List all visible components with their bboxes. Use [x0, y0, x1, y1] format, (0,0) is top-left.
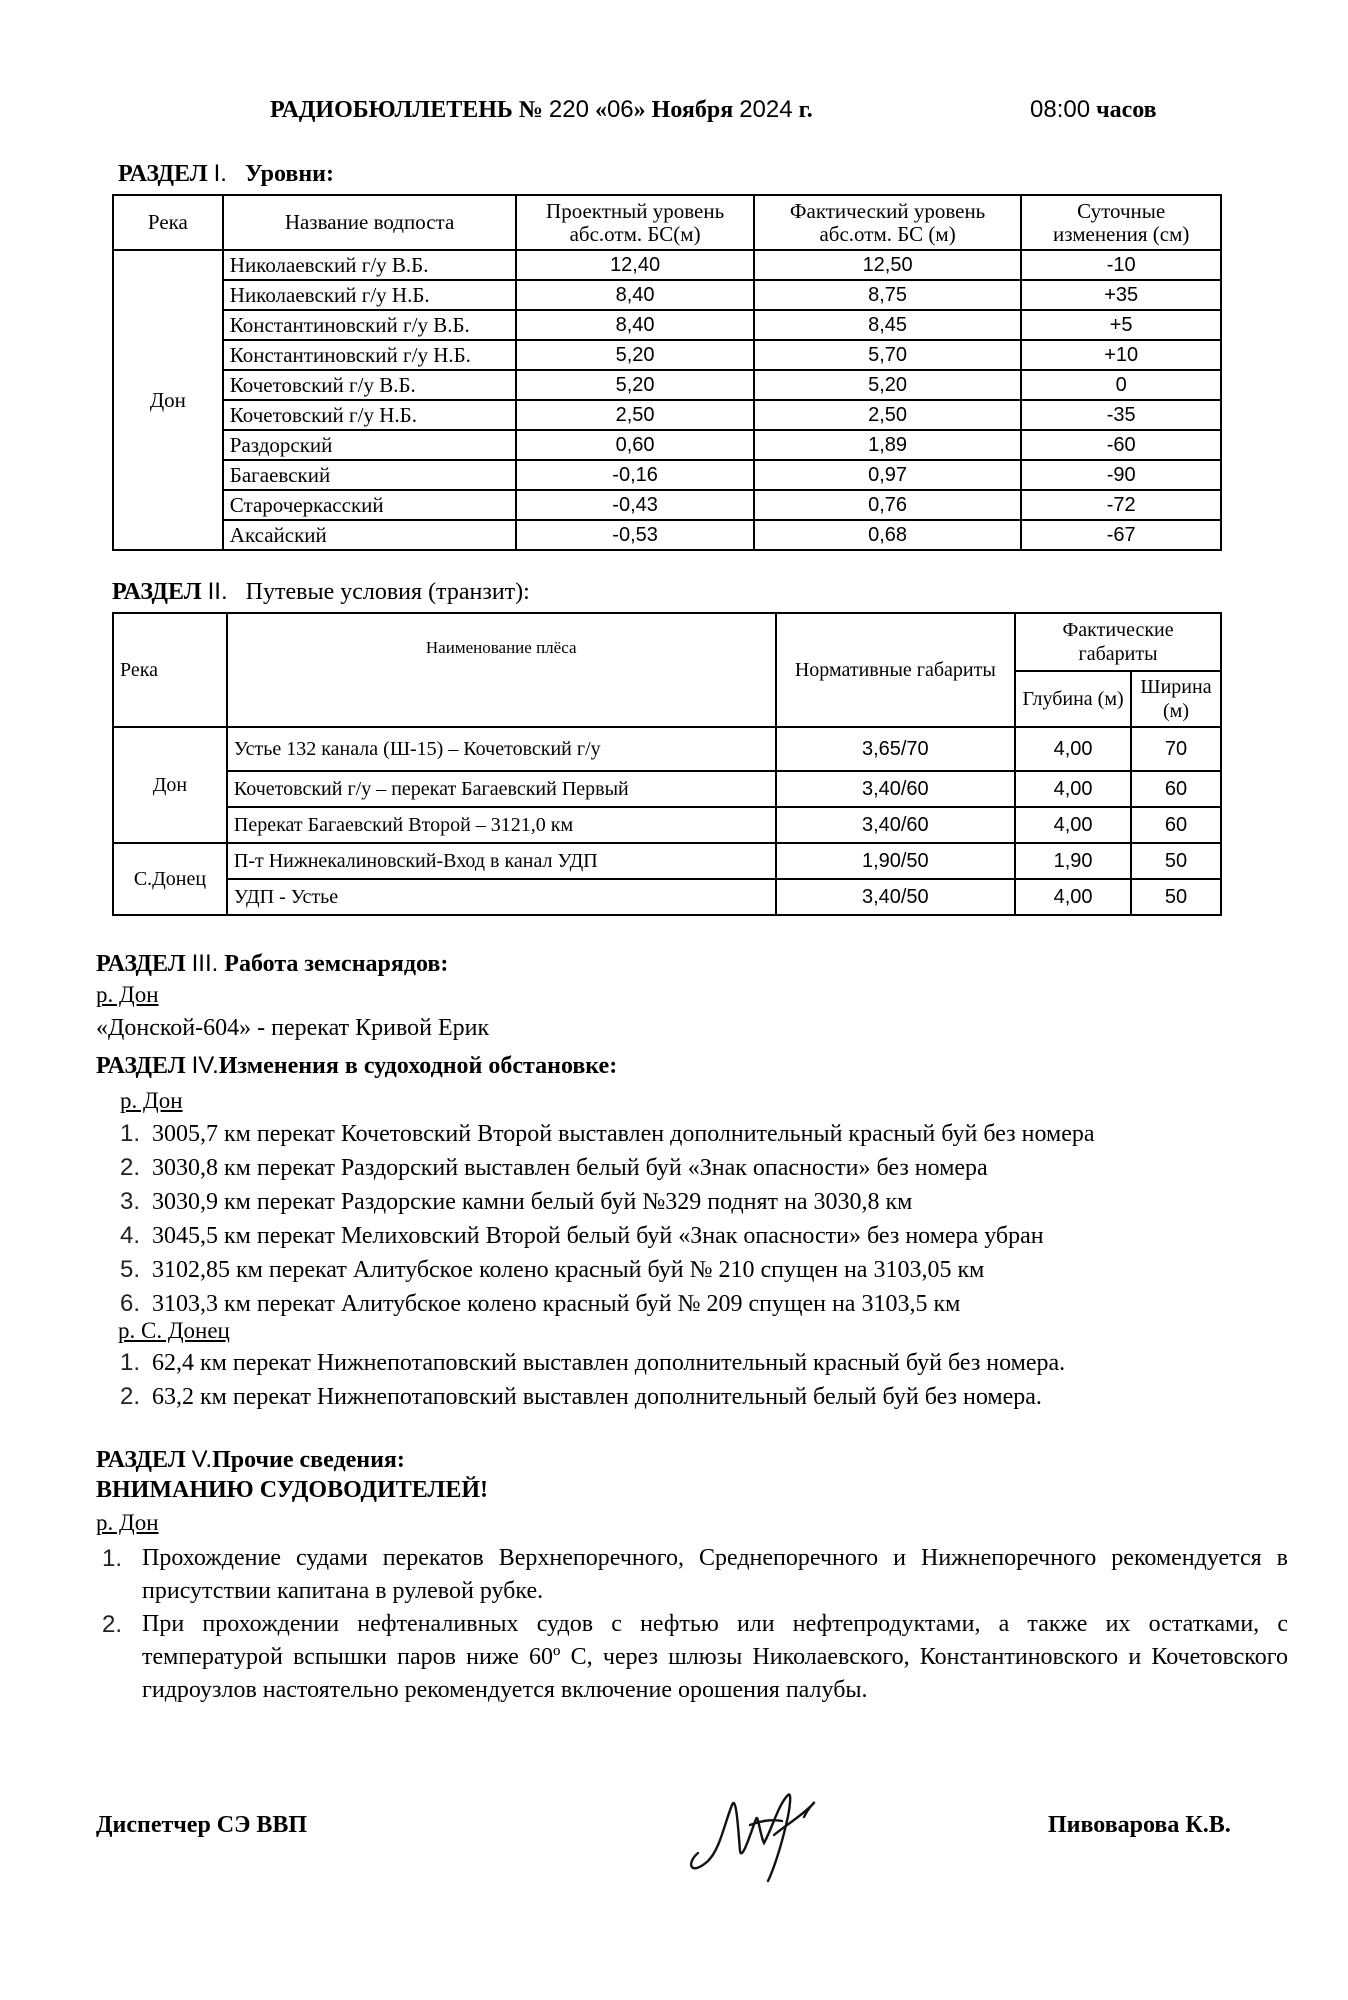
- reach-name: Перекат Багаевский Второй – 3121,0 км: [227, 807, 776, 843]
- actual-width: 50: [1131, 879, 1221, 915]
- table-row: [113, 727, 1221, 771]
- daily-change: -35: [1021, 400, 1221, 430]
- table-row: [113, 310, 1221, 340]
- actual-depth: 4,00: [1015, 807, 1131, 843]
- actual-level: 8,75: [754, 280, 1021, 310]
- section3-river: р. Дон: [96, 982, 159, 1007]
- dispatcher-position: Диспетчер СЭ ВВП: [96, 1812, 308, 1838]
- notice-paragraph: 1. Прохождение судами перекатов Верхнепоречного, Среднепоречного и Нижнепоречного рекомендуется в присутствии капитана в рулевой рубке.: [102, 1545, 1288, 1604]
- section4-river-don: р. Дон: [120, 1088, 183, 1113]
- list-item: 4. 3045,5 км перекат Мелиховский Второй белый буй «Знак опасности» без номера убран: [119, 1222, 1044, 1249]
- bulletin-title: РАДИОБЮЛЛЕТЕНЬ № 220 «06» Ноября 2024 г.: [270, 96, 813, 123]
- actual-width: 60: [1131, 771, 1221, 807]
- actual-level: 0,97: [754, 460, 1021, 490]
- normative-size: 3,65/70: [776, 727, 1016, 771]
- gauge-name: Николаевский г/у Н.Б.: [223, 280, 517, 310]
- table-row: [113, 430, 1221, 460]
- column-header: Наименование плёса: [227, 613, 776, 727]
- list-item: 1. 3005,7 км перекат Кочетовский Второй выставлен дополнительный красный буй без номера: [119, 1120, 1095, 1147]
- column-header: Фактические габариты: [1015, 613, 1221, 671]
- list-item: 2. 3030,8 км перекат Раздорский выставлен белый буй «Знак опасности» без номера: [119, 1154, 988, 1181]
- daily-change: -90: [1021, 460, 1221, 490]
- column-header: Фактический уровень абс.отм. БС (м): [754, 195, 1021, 250]
- daily-change: -67: [1021, 520, 1221, 550]
- table-header-row: [113, 195, 1221, 250]
- gauge-name: Николаевский г/у В.Б.: [223, 250, 517, 280]
- list-item: 2. 63,2 км перекат Нижнепотаповский выставлен дополнительный белый буй без номера.: [119, 1383, 1042, 1410]
- column-header: Глубина (м): [1015, 671, 1131, 727]
- dredger-info: «Донской-604» - перекат Кривой Ерик: [96, 1015, 490, 1041]
- normative-size: 1,90/50: [776, 843, 1016, 879]
- actual-width: 60: [1131, 807, 1221, 843]
- column-header: Проектный уровень абс.отм. БС(м): [516, 195, 754, 250]
- river-cell: Дон: [113, 727, 227, 843]
- gauge-name: Багаевский: [223, 460, 517, 490]
- reach-name: П-т Нижнекалиновский-Вход в канал УДП: [227, 843, 776, 879]
- design-level: 5,20: [516, 340, 754, 370]
- daily-change: +35: [1021, 280, 1221, 310]
- daily-change: -60: [1021, 430, 1221, 460]
- levels-table: [112, 194, 1222, 551]
- table-row: [113, 843, 1221, 879]
- actual-width: 70: [1131, 727, 1221, 771]
- dispatcher-name: Пивоварова К.В.: [1048, 1812, 1231, 1838]
- daily-change: 0: [1021, 370, 1221, 400]
- column-header: Нормативные габариты: [776, 613, 1016, 727]
- column-header: Река: [113, 613, 227, 727]
- section1-heading: РАЗДЕЛ I. Уровни:: [118, 160, 334, 187]
- table-header-row: [113, 613, 1221, 671]
- actual-level: 1,89: [754, 430, 1021, 460]
- gauge-name: Аксайский: [223, 520, 517, 550]
- list-item: 5. 3102,85 км перекат Алитубское колено красный буй № 210 спущен на 3103,05 км: [119, 1256, 985, 1283]
- actual-level: 8,45: [754, 310, 1021, 340]
- table-row: [113, 280, 1221, 310]
- section2-heading: РАЗДЕЛ II. Путевые условия (транзит):: [112, 578, 530, 605]
- actual-level: 0,76: [754, 490, 1021, 520]
- reach-name: Кочетовский г/у – перекат Багаевский Первый: [227, 771, 776, 807]
- table-row: [113, 520, 1221, 550]
- reach-name: УДП - Устье: [227, 879, 776, 915]
- table-row: [113, 879, 1221, 915]
- section4-heading: РАЗДЕЛ IV.Изменения в судоходной обстановке:: [96, 1052, 618, 1079]
- gauge-name: Константиновский г/у В.Б.: [223, 310, 517, 340]
- daily-change: -72: [1021, 490, 1221, 520]
- list-item: 6. 3103,3 км перекат Алитубское колено красный буй № 209 спущен на 3103,5 км: [119, 1290, 961, 1317]
- section5-river: р. Дон: [96, 1510, 159, 1535]
- design-level: 8,40: [516, 310, 754, 340]
- design-level: -0,16: [516, 460, 754, 490]
- table-row: [113, 490, 1221, 520]
- table-row: [113, 807, 1221, 843]
- river-cell: С.Донец: [113, 843, 227, 915]
- table-row: [113, 460, 1221, 490]
- daily-change: +5: [1021, 310, 1221, 340]
- actual-level: 12,50: [754, 250, 1021, 280]
- gauge-name: Кочетовский г/у Н.Б.: [223, 400, 517, 430]
- actual-level: 2,50: [754, 400, 1021, 430]
- reach-name: Устье 132 канала (Ш-15) – Кочетовский г/у: [227, 727, 776, 771]
- gauge-name: Старочеркасский: [223, 490, 517, 520]
- normative-size: 3,40/60: [776, 807, 1016, 843]
- gauge-name: Константиновский г/у Н.Б.: [223, 340, 517, 370]
- gauge-name: Кочетовский г/у В.Б.: [223, 370, 517, 400]
- section5-heading: РАЗДЕЛ V.Прочие сведения:: [96, 1446, 405, 1473]
- column-header: Название водпоста: [223, 195, 517, 250]
- gauge-name: Раздорский: [223, 430, 517, 460]
- actual-level: 0,68: [754, 520, 1021, 550]
- table-row: [113, 771, 1221, 807]
- column-header: Река: [113, 195, 223, 250]
- design-level: 12,40: [516, 250, 754, 280]
- notice-paragraph: 2. При прохождении нефтеналивных судов с нефтью или нефтепродуктами, а также их остатками, с температурой вспышки паров ниже 60º С, через шлюзы Николаевского, Константиновского и Кочетовского гидроузлов настоятельно рекомендуется включение орошения палубы.: [102, 1611, 1288, 1703]
- design-level: -0,43: [516, 490, 754, 520]
- actual-depth: 4,00: [1015, 771, 1131, 807]
- river-cell: Дон: [113, 250, 223, 550]
- daily-change: -10: [1021, 250, 1221, 280]
- section3-heading: РАЗДЕЛ III. Работа земснарядов:: [96, 950, 449, 977]
- column-header: Ширина (м): [1131, 671, 1221, 727]
- table-row: [113, 400, 1221, 430]
- actual-level: 5,20: [754, 370, 1021, 400]
- design-level: 2,50: [516, 400, 754, 430]
- table-row: [113, 250, 1221, 280]
- daily-change: +10: [1021, 340, 1221, 370]
- bulletin-time: 08:00 часов: [1030, 96, 1157, 123]
- design-level: 0,60: [516, 430, 754, 460]
- actual-level: 5,70: [754, 340, 1021, 370]
- actual-depth: 1,90: [1015, 843, 1131, 879]
- design-level: 8,40: [516, 280, 754, 310]
- donets-changes-list: [100, 1346, 1065, 1414]
- table-row: [113, 340, 1221, 370]
- attention-heading: ВНИМАНИЮ СУДОВОДИТЕЛЕЙ!: [96, 1477, 488, 1503]
- section4-river-donets: р. С. Донец: [118, 1318, 230, 1343]
- don-changes-list: [100, 1117, 1095, 1321]
- design-level: -0,53: [516, 520, 754, 550]
- table-row: [113, 370, 1221, 400]
- actual-width: 50: [1131, 843, 1221, 879]
- design-level: 5,20: [516, 370, 754, 400]
- normative-size: 3,40/50: [776, 879, 1016, 915]
- list-item: 3. 3030,9 км перекат Раздорские камни белый буй №329 поднят на 3030,8 км: [119, 1188, 913, 1215]
- actual-depth: 4,00: [1015, 727, 1131, 771]
- normative-size: 3,40/60: [776, 771, 1016, 807]
- column-header: Суточные изменения (см): [1021, 195, 1221, 250]
- signature-image: [680, 1765, 840, 1885]
- list-item: 1. 62,4 км перекат Нижнепотаповский выставлен дополнительный красный буй без номера.: [119, 1349, 1066, 1376]
- actual-depth: 4,00: [1015, 879, 1131, 915]
- transit-conditions-table: [112, 612, 1222, 916]
